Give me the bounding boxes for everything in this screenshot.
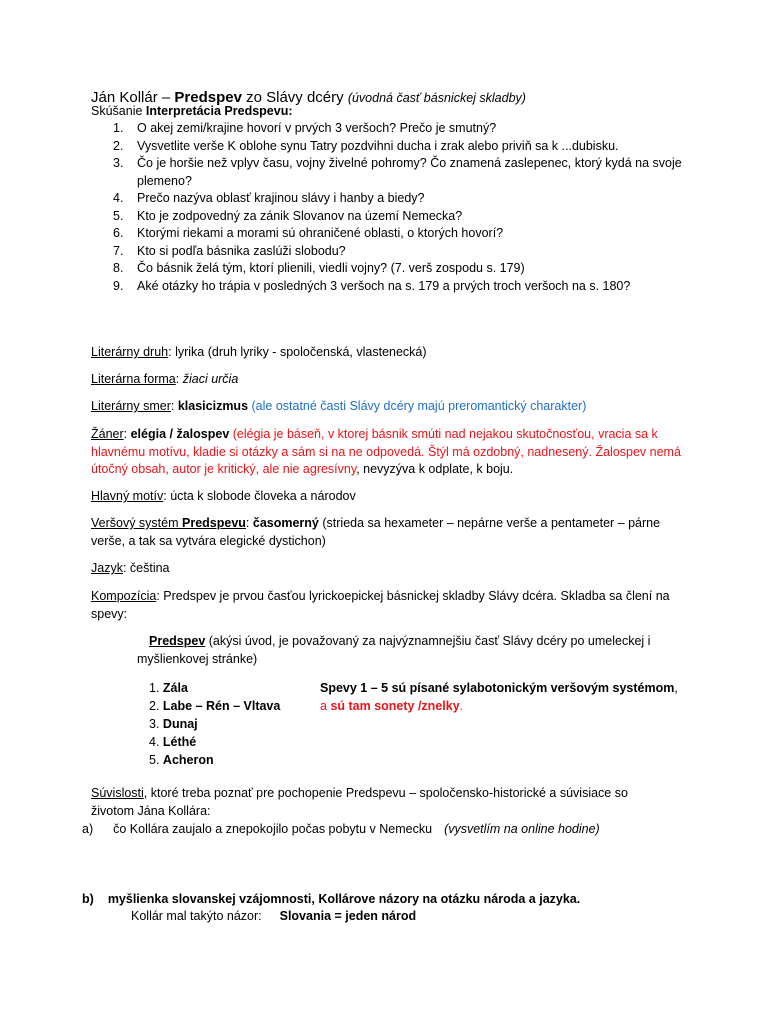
composition — [91, 588, 681, 623]
kollar-opinion — [131, 908, 721, 926]
question-text: Kto je zodpovedný za zánik Slovanov na území Nemecka? — [137, 208, 463, 223]
predspev-text: (akýsi úvod, je považovaný za najvýznamnejšiu časť Slávy dcéry po umeleckej i myšlienkovej stránke) — [137, 634, 651, 666]
literary-movement-label: Literárny smer — [91, 399, 171, 413]
composition-value: : Predspev je prvou časťou lyrickoepickej básnickej skladby Slávy dcéra. Skladba sa člení na spevy: — [91, 589, 670, 621]
language-value: : čeština — [122, 561, 170, 575]
literary-form-sep: : — [175, 372, 183, 386]
song-item — [149, 679, 280, 697]
verse-system-label-wrap — [91, 516, 246, 530]
point-a-note: (vysvetlím na online hodine) — [444, 822, 600, 836]
point-b-letter: b) — [82, 892, 94, 906]
exam-lead: Skúšanie — [91, 104, 146, 118]
song-name: Dunaj — [162, 717, 198, 731]
verse-system — [91, 515, 681, 550]
songs-list — [149, 679, 280, 769]
question-item — [91, 278, 691, 296]
genre-label: Žáner — [91, 427, 124, 441]
literary-movement-sep: : — [170, 399, 178, 413]
title-work: Predspev — [174, 89, 242, 106]
point-b-text: myšlienka slovanskej vzájomnosti, Kollárove názory na otázku národa a jazyka. — [107, 892, 581, 906]
literary-movement-value: klasicizmus — [177, 399, 249, 413]
songs-note-sonnets: sú tam sonety /znelky — [330, 699, 460, 713]
question-text: Vysvetlite verše K oblohe synu Tatry pozdvihni ducha i zrak alebo priviň sa k ...dubisku. — [137, 138, 619, 153]
song-num: 5. — [149, 753, 160, 767]
question-text: Čo básnik želá tým, ktorí plienili, viedli vojny? (7. verš zospodu s. 179) — [137, 261, 525, 275]
question-list — [91, 120, 691, 295]
literary-form-label: Literárna forma — [91, 372, 176, 386]
question-item — [91, 243, 691, 261]
question-num: 6. — [113, 226, 124, 240]
question-num: 9. — [113, 278, 124, 293]
literary-kind-label: Literárny druh — [91, 345, 169, 359]
question-item — [91, 190, 691, 208]
literary-movement-note: (ale ostatné časti Slávy dcéry majú preromantický charakter) — [248, 399, 587, 413]
composition-label: Kompozícia — [91, 589, 157, 603]
literary-kind-value: : lyrika (druh lyriky - spoločenská, vlastenecká) — [168, 345, 427, 359]
genre-rest: , nevyzýva k odplate, k boju. — [356, 462, 514, 476]
question-num: 5. — [113, 208, 124, 223]
literary-form-value: žiaci určia — [182, 372, 239, 386]
question-item — [91, 120, 691, 138]
verse-system-value: časomerný — [252, 516, 319, 530]
verse-system-label-bold: Predspevu — [182, 516, 246, 530]
question-num: 3. — [113, 156, 124, 170]
genre-explanation: (elégia je báseň, v ktorej básnik smúti nad nejakou skutočnosťou, vracia sa k hlavnému motívu, kladie si otázky a sám si na ne odpovedá. Štýl má ozdobný, nadnesený. Žalospev nemá útočný obsah, autor je kritický, ale nie agresívny — [91, 427, 681, 476]
song-name: Labe – Rén – Vltava — [162, 699, 281, 713]
main-motif — [91, 488, 681, 506]
genre-sep: : — [123, 427, 131, 441]
verse-system-label: Veršový systém — [91, 516, 182, 530]
question-text: Čo je horšie než vplyv času, vojny živelné pohromy? Čo znamená zaslepenec, ktorý kydá na svoje plemeno? — [137, 156, 682, 188]
question-item — [91, 225, 691, 243]
verse-system-rest: (strieda sa hexameter – nepárne verše a pentameter – párne verše, a tak sa vytvára elegické dystichon) — [91, 516, 661, 548]
context — [91, 785, 671, 820]
question-text: O akej zemi/krajine hovorí v prvých 3 veršoch? Prečo je smutný? — [137, 121, 497, 135]
songs-note-a: a — [320, 699, 331, 713]
question-item — [91, 208, 691, 226]
song-name: Acheron — [162, 753, 214, 767]
language — [91, 560, 681, 578]
songs-note-line2 — [320, 697, 680, 715]
exam-heading-bold: Interpretácia Predspevu: — [145, 104, 293, 118]
question-text: Ktorými riekami a morami sú ohraničené oblasti, o ktorých hovorí? — [137, 226, 504, 240]
question-item — [91, 155, 691, 190]
question-text: Prečo nazýva oblasť krajinou slávy i hanby a biedy? — [137, 191, 425, 205]
song-item — [149, 751, 280, 769]
question-item — [91, 260, 691, 278]
song-item — [149, 733, 280, 751]
song-num: 4. — [149, 735, 160, 749]
songs-note-comma: , — [674, 681, 678, 695]
main-motif-label: Hlavný motív — [91, 489, 164, 503]
songs-note-text: Spevy 1 – 5 sú písané sylabotonickým veršovým systémom — [320, 681, 675, 695]
question-num: 8. — [113, 261, 124, 275]
song-name: Zála — [162, 681, 188, 695]
point-a-letter: a) — [82, 822, 94, 836]
literary-movement — [91, 398, 681, 416]
question-item — [91, 138, 691, 156]
songs-note — [320, 679, 680, 715]
literary-form — [91, 371, 681, 389]
song-num: 1. — [149, 681, 160, 695]
question-num: 1. — [113, 121, 124, 135]
main-motif-value: : úcta k slobode človeka a národov — [163, 489, 356, 503]
question-num: 7. — [113, 243, 124, 258]
song-num: 2. — [149, 699, 160, 713]
genre-value: elégia / žalospev — [130, 427, 230, 441]
kollar-opinion-value: Slovania = jeden národ — [279, 909, 417, 923]
point-b — [82, 891, 702, 909]
title-rest: zo Slávy dcéry — [241, 89, 348, 106]
question-num: 4. — [113, 191, 124, 205]
songs-note-dot: . — [459, 699, 464, 713]
point-a — [82, 821, 702, 839]
question-num: 2. — [113, 138, 124, 153]
title-note: (úvodná časť básnickej skladby) — [347, 91, 526, 105]
context-text: , ktoré treba poznať pre pochopenie Predspevu – spoločensko-historické a súvisiace so životom Jána Kollára: — [91, 786, 628, 818]
exam-heading — [91, 103, 681, 121]
question-text: Aké otázky ho trápia v posledných 3 veršoch na s. 179 a prvých troch veršoch na s. 180? — [137, 278, 631, 293]
point-a-text: čo Kollára zaujalo a znepokojilo počas pobytu v Nemecku — [113, 822, 433, 836]
predspev-label: Predspev — [149, 634, 206, 648]
genre — [91, 426, 681, 479]
verse-system-sep: : — [245, 516, 253, 530]
song-num: 3. — [149, 717, 160, 731]
predspev-description — [137, 633, 677, 668]
song-item — [149, 697, 280, 715]
title-author: Ján Kollár – — [91, 89, 175, 106]
song-item — [149, 715, 280, 733]
literary-kind — [91, 344, 681, 362]
question-text: Kto si podľa básnika zaslúži slobodu? — [137, 243, 346, 258]
language-label: Jazyk — [91, 561, 123, 575]
song-name: Léthé — [162, 735, 197, 749]
songs-note-line1 — [320, 679, 680, 697]
context-label: Súvislosti — [91, 786, 144, 800]
kollar-opinion-label: Kollár mal takýto názor: — [131, 909, 262, 923]
